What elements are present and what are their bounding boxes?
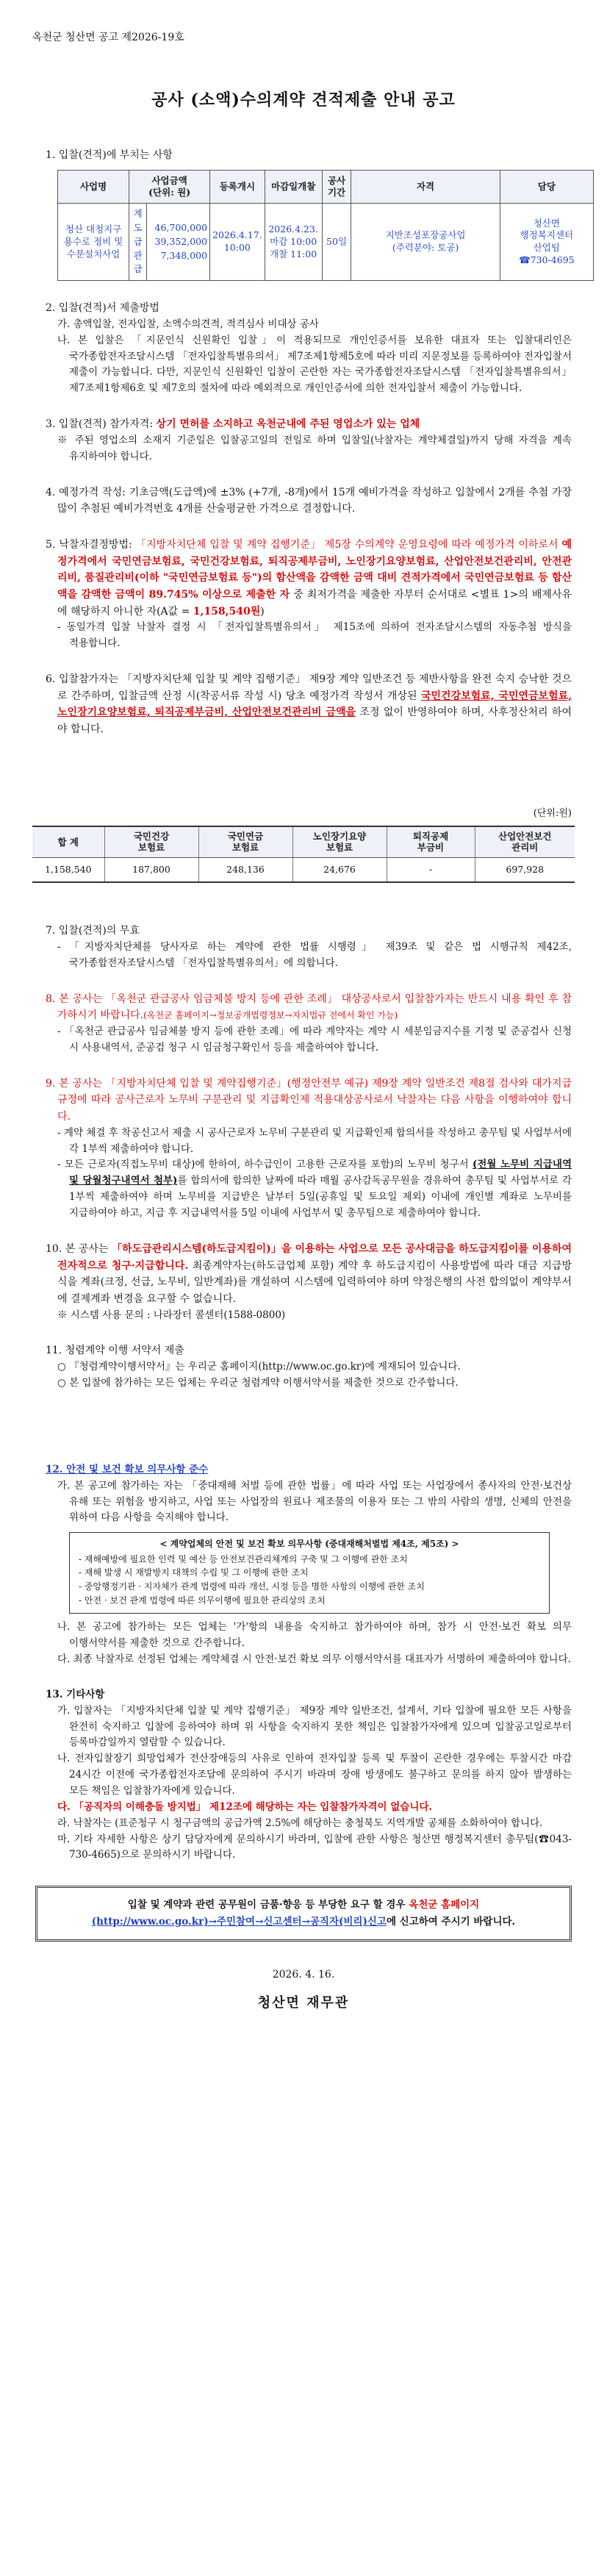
ins-pension: 248,136 (198, 857, 292, 882)
amount-labels (129, 204, 147, 281)
registration-start: 2026.4.17. 10:00 (210, 204, 265, 281)
safety-box-item: - 안전 · 보건 관계 법령에 따른 의무이행에 필요한 관리상의 조치 (79, 1595, 326, 1606)
section-11-item-2: ○ 본 입찰에 참가하는 모든 업체는 우리군 청렴계약 이행서약서를 제출한 것으로 간주합니다. (57, 1376, 459, 1389)
section-10-text (46, 1241, 572, 1308)
header-qualification: 자격 (351, 170, 500, 204)
section-8-text (46, 991, 572, 1024)
bid-info-table (57, 170, 594, 281)
section-11-item-1: ○ 『청렴계약이행서약서』는 우리군 홈페이지(http://www.oc.go.kr)에 게재되어 있습니다. (57, 1361, 461, 1373)
ins-retirement: - (387, 857, 475, 882)
section-8-paren: (옥천군 홈페이지→정보공개법령정보→자치법규 전에서 확인 가능) (143, 1010, 398, 1021)
section-13-item-na: 나. 전자입찰장기 희망업체가 전산장애등의 사유로 인하여 전자입찰 등록 및 투찰이 곤란한 경우에는 투찰시간 마감 24시간 이전에 국가종합전자조달에 문의하여 주시기 바라며 장애 방생에도 불구하고 문의를 하지 않아 발생하는 모든 책임은 입찰참가자에게 있습니다. (57, 1753, 572, 1797)
section-5-criteria: 예정가격에서 국민연금보험료, 국민건강보험료, 퇴직공제부금비, 노인장기요양보험료, 산업안전보건관리비, 안전관리비, 품질관리비(이하 "국민연금보험료 등")의 합산액을 감액한 금액 대비 견적가격에서 국민연금보험료 등 합산액을 감액한 금액이 89.745% 이상으로 제출한 자 (57, 538, 572, 601)
amount-supply: 7,348,000 (160, 249, 208, 261)
header-amount: 사업금액 (단위: 원) (129, 170, 210, 204)
section-10-tail: 최종계약자는(하도급업체 포함) 계약 후 하도급지킴이 사용방법에 따라 대금 지급방식을 계좌(크정, 선급, 노무비, 일반계좌)를 개설하여 시스템에 입력하여야 하며 약정은행의 사전 합의없이 계약부서에 결제계좌 변경을 요구할 수 없습니다. (57, 1259, 572, 1305)
section-1 (32, 147, 575, 281)
notice-number: 옥천군 청산면 공고 제2026-19호 (32, 32, 184, 43)
section-3-lead: 3. 입찰(견적) 참가자격: (46, 418, 157, 431)
section-9-dash-2a: - 모든 근로자(직접노무비 대상)에 한하여, 하수급인이 고용한 근로자를 포함)의 노무비 청구서 (57, 1159, 473, 1171)
amount-total: 46,700,000 (154, 222, 208, 234)
section-9-dash-1: - 계약 체결 후 착공신고서 제출 시 공사근로자 노무비 구분관리 및 지급확인제 합의서를 작성하고 총무팀 및 사업부서에 각 1부씩 제출하여야 합니다. (57, 1126, 572, 1155)
section-12-item-ga: 가. 본 공고에 참가하는 자는 「중대재해 처벌 등에 관한 법률」에 따라 사업 또는 사업장에서 종사자의 안전·보건상 유해 또는 위험을 방지하고, 사업 또는 사업장의 원료나 제조물의 이용자 또는 그 밖의 사람의 생명, 신체의 안전을 위하여 다음 사항을 숙지해야 합니다. (57, 1479, 572, 1524)
table-row (32, 857, 575, 882)
section-5 (32, 537, 575, 652)
section-10-system: 「하도급관리시스템(하도급지킴이)」을 이용하는 사업으로 모든 공사대금을 하도급지킴이를 이용하여 전자적으로 청구·지급합니다. (57, 1242, 572, 1272)
ins-header-pension: 국민연금 보험료 (198, 826, 292, 858)
section-5-dash: - 동일가격 입찰 낙찰자 결정 시 「전자입찰특별유의서」 제15조에 의하여 전자조달시스템의 자동추첨 방식을 적용합니다. (57, 621, 572, 650)
section-5-tail: 중 최저가격을 제출한 자부터 순서대로 <별표 1>의 배제사유에 해당하지 아니한 자(A값 = (57, 588, 572, 618)
report-url-link[interactable]: (http://www.oc.go.kr)→주민참여→신고센터→공직자(비리)신고 (91, 1916, 387, 1928)
section-5-close: ) (260, 605, 265, 618)
section-2-item-na: 나. 본 입찰은 「지문인식 신원확인 입찰」이 적용되므로 개인인증서를 보유한 대표자 또는 입찰대리인은 국가종합전자조달시스템 「전자입찰특별유의서」 제7조제1항제5호에 따라 미리 지문정보를 등록하여야 전자입찰서 제출이 가능합니다. 다만, 지문인식 신원확인 입찰이 곤란한 자는 국가종합전자조달시스템 「전자입찰특별유의서」 제7조제1항제6호 및 제7호의 절차에 따라 예외적으로 개인인증서에 의한 전자입찰서 제출이 가능합니다. (57, 334, 572, 395)
section-6-text (46, 671, 572, 738)
section-11 (32, 1342, 575, 1391)
section-4-text: 4. 예정가격 작성: 기초금액(도급액)에 ±3% (+7개, -8개)에서 15개 예비가격을 작성하고 입찰에서 2개를 추첨 가장 많이 추첨된 예비가격번호 4개를 산술평균한 가격으로 결정합니다. (46, 486, 572, 515)
section-3-qualification: 상기 면허를 소지하고 옥천군내에 주된 영업소가 있는 업체 (156, 418, 420, 431)
ins-longterm: 24,676 (292, 857, 387, 882)
ins-safety: 697,928 (475, 857, 575, 882)
header-project: 사업명 (58, 170, 129, 204)
header-deadline: 마감일개찰 (265, 170, 322, 204)
section-9 (32, 1076, 575, 1222)
construction-period: 50일 (322, 204, 351, 281)
section-13-item-ma: 마. 기타 자세한 사항은 상기 담당자에게 문의하시기 바라며, 입찰에 관한 사항은 청산면 행정복지센터 총무팀(☎043-730-4665)으로 문의하시기 바랍니다. (57, 1833, 572, 1861)
ins-header-total: 합 계 (32, 826, 104, 858)
signature: 청산면 재무관 (257, 1994, 350, 2011)
contact-tel: ☎730-4695 (519, 254, 575, 266)
section-9-dash-2b: (전월 노무비 지급내역 및 당월청구내역서 첨부) (69, 1159, 572, 1187)
ins-header-longterm: 노인장기요양 보험료 (292, 826, 387, 858)
project-name: 청산 대청지구 용수로 정비 및 수문설치사업 (58, 204, 129, 281)
section-10 (32, 1241, 575, 1324)
section-8-lead: 8. 본 공사는 「옥천군 관급공사 임금체불 방지 등에 관한 조례」 대상공사로서 입찰참가자는 반드시 내용 확인 후 참가하시기 바랍니다. (46, 992, 572, 1022)
deadline: 2026.4.23. 마감 10:00 개찰 11:00 (265, 204, 322, 281)
section-1-heading: 1. 입찰(견적)에 부치는 사항 (46, 149, 173, 162)
notice-title: 공사 (소액)수의계약 견적제출 안내 공고 (151, 90, 456, 110)
section-7-dash: - 「지방자치단체를 당사자로 하는 계약에 관한 법률 시행령」 제39조 및 같은 법 시행규칙 제42조, 국가종합전자조달시스템 「전자입찰특별유의서」에 의합니다. (57, 940, 572, 969)
qualification: 지반조성포장공사업 (주력분야: 토공) (351, 204, 500, 281)
amount-label-contract: 도급 (133, 222, 143, 247)
ins-header-retirement: 퇴직공제 부금비 (387, 826, 475, 858)
safety-box-title: < 계약업체의 안전 및 보건 확보 의무사항 (중대재해처벌법 제4조, 제5조) > (159, 1539, 459, 1550)
section-2 (32, 300, 575, 397)
table-header-row (32, 826, 575, 858)
section-3-note: ※ 주된 영업소의 소재지 기준일은 입찰공고일의 전일로 하며 입찰일(낙찰자는 계약체결일)까지 당해 자격을 계속 유지하여야 합니다. (57, 434, 572, 462)
section-4 (32, 484, 575, 518)
section-5-lead: 5. 낙찰자결정방법: (46, 538, 136, 551)
safety-obligations-box (69, 1532, 550, 1614)
notice-date: 2026. 4. 16. (272, 1969, 335, 1981)
report-line-1: 입찰 및 계약과 관련 공무원이 금품·향응 등 부당한 요구 할 경우 (127, 1899, 409, 1911)
section-12-heading: 12. 안전 및 보건 확보 의무사항 준수 (46, 1463, 209, 1475)
safety-box-item: - 재해 발생 시 재발방지 대책의 수립 및 그 이행에 관한 조치 (79, 1567, 309, 1578)
ins-total: 1,158,540 (32, 857, 104, 882)
amount-contract: 39,352,000 (154, 235, 208, 247)
section-10-note: ※ 시스템 사용 문의 : 나라장터 콜센터(1588-0800) (57, 1309, 286, 1321)
header-start: 등록개시 (210, 170, 265, 204)
ins-header-safety: 산업안전보건 관리비 (475, 826, 575, 858)
table-row (58, 204, 594, 281)
ins-header-health: 국민건강 보험료 (104, 826, 198, 858)
ins-health: 187,800 (104, 857, 198, 882)
contact (500, 204, 593, 281)
section-13-heading: 13. 기타사항 (46, 1688, 105, 1700)
contact-org: 청산면 행정복지센터 산업팀 (520, 217, 574, 254)
section-6-tail: 조정 없이 반영하여야 하며, 사후정산처리 하여야 합니다. (57, 706, 572, 736)
safety-box-item: - 재해예방에 필요한 인력 및 예산 등 안전보건관리체계의 구축 및 그 이행에 관한 조치 (79, 1553, 408, 1564)
header-period: 공사 기간 (322, 170, 351, 204)
section-13-item-ga: 가. 입찰자는 「지방자치단체 입찰 및 계약 집행기준」 제9장 계약 일반조건, 설계서, 기타 입찰에 필요한 모든 사항을 완전히 숙지하고 입찰에 응하여야 하며 위 사항을 숙지하지 못한 책임은 입찰참가자에게 있으며 입찰공고일로부터 등록마감일까지 열람할 수 있습니다. (57, 1704, 572, 1749)
section-6-lead: 6. 입찰참가자는 「지방자치단체 입찰 및 계약 집행기준」 제9장 계약 일반조건 등 제반사항을 완전 숙지 승낙한 것으로 간주하며, 입찰금액 산정 시(착공서류 작성 시) 당초 예정가격 작성서 개상된 (46, 673, 572, 702)
section-5-rule: 「지방자치단체 입찰 및 계약 집행기준」 제5장 수의계약 운영요령에 따라 예정가격 이하로서 (135, 538, 562, 551)
section-8-dash: - 「옥천군 관급공사 임금체불 방지 등에 관한 조례」에 따라 계약자는 계약 시 세분임금지수를 기정 및 준공검사 신청 시 사용내역서, 준공검 청구 시 임금청구확인서 등을 제출하여야 합니다. (57, 1025, 572, 1053)
section-5-text (46, 537, 572, 620)
section-3-heading (46, 416, 572, 433)
header-contact: 담당 (500, 170, 593, 204)
section-3 (32, 416, 575, 465)
section-13-item-ra: 라. 낙찰자는 (표준청구 시 청구금액의 공급가액 2.5%에 해당하는 충청북도 지역개발 공채를 소화하여야 합니다. (57, 1817, 543, 1829)
amount-label-total: 계 (133, 208, 143, 220)
section-9-dash-2c: 를 합의서에 합의한 날짜에 따라 매월 공사감독공무원을 경유하여 총무팀 및 사업부서로 각 1부씩 제출하여야 하며 노무비를 지급받은 날부터 5일(공휴일 및 토요일 제외) 이내에 개인별 계좌로 노무비를 지급하여야 하고, 지급 후 지급내역서를 5일 이내에 사업부서 및 총무팀으로 제출하여야 합니다. (69, 1175, 572, 1219)
report-line-2: 에 신고하여 주시기 바랍니다. (386, 1916, 516, 1928)
homepage-link[interactable]: 옥천군 홈페이지 (409, 1899, 480, 1911)
safety-box-item: - 중앙행정기관 · 지자체가 관계 법령에 따라 개선, 시정 등을 명한 사항의 이행에 관한 조치 (79, 1581, 425, 1592)
section-7 (32, 923, 575, 971)
section-13-item-da: 다. 「공직자의 이해충돌 방지법」 제12조에 해당하는 자는 입찰참가자격이 없습니다. (57, 1800, 433, 1813)
report-notice-box (35, 1886, 572, 1942)
insurance-table (32, 826, 575, 884)
section-8 (32, 991, 575, 1056)
section-10-lead: 10. 본 공사는 (46, 1242, 112, 1255)
section-9-text: 9. 본 공사는 「지방자치단체 입찰 및 계약집행기준」(행정안전부 예규) 제9장 계약 일반조건 제8절 검사와 대가지급 규정에 따라 공사근로자 노무비 구분관리 및 지급확인제 적용대상공사로서 낙찰자는 다음 사항을 이행하여야 합니다. (46, 1077, 572, 1123)
amount-label-supply: 관급 (133, 249, 143, 275)
section-2-item-ga: 가. 총액입찰, 전자입찰, 소액수의견적, 적격심사 비대상 공사 (57, 318, 319, 330)
table-header-row (58, 170, 594, 204)
unit-label: (단위:원) (533, 807, 572, 819)
section-11-heading: 11. 청렴계약 이행 서약서 제출 (46, 1345, 184, 1357)
section-6-fees: 국민건강보험료, 국민연금보험료, 노인장기요양보험료, 퇴직공제부금비, 산업안전보건관리비 금액을 (57, 690, 572, 719)
section-9-dash-2 (57, 1157, 572, 1221)
section-12-item-da: 다. 최종 낙찰자로 선정된 업체는 계약체결 시 안전·보건 확보 의무 이행서약서를 대표자가 서명하여 제출하여야 합니다. (57, 1653, 571, 1665)
amount-values (147, 204, 210, 281)
section-2-heading: 2. 입찰(견적)서 제출방법 (46, 302, 159, 315)
section-5-a-value: 1,158,540원 (193, 605, 261, 618)
section-12-item-na: 나. 본 공고에 참가하는 모든 업체는 '가'항의 내용을 숙지하고 참가하여야 하며, 참가 시 안전·보건 확보 의무 이행서약서를 제출한 것으로 간주합니다. (57, 1621, 572, 1650)
section-6 (32, 671, 575, 738)
section-7-heading: 7. 입찰(견적)의 무효 (46, 925, 140, 937)
